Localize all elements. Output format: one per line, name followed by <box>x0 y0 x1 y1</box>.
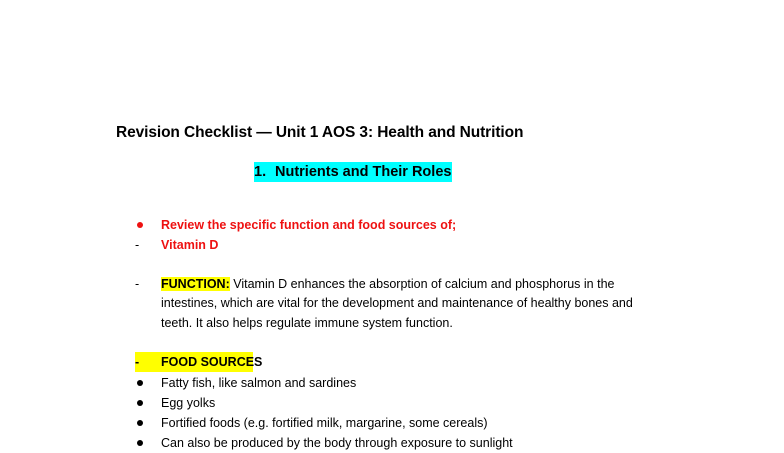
section-number: 1. <box>254 164 267 180</box>
bullet-icon <box>137 400 143 406</box>
vitamin-label: Vitamin D <box>161 238 219 252</box>
review-item-text: Review the specific function and food sources of; <box>161 218 457 232</box>
function-list-item <box>0 274 784 294</box>
food-source-item <box>0 433 784 453</box>
dash-marker: - <box>135 238 140 252</box>
document-title: Revision Checklist — Unit 1 AOS 3: Health and Nutrition <box>116 124 524 141</box>
bullet-icon <box>137 222 143 228</box>
review-list-item <box>0 215 784 235</box>
function-line-1 <box>161 274 614 294</box>
food-sources-label: FOOD SOURCES <box>161 355 263 369</box>
bullet-icon <box>137 420 143 426</box>
function-text-1: Vitamin D enhances the absorption of calcium and phosphorus in the <box>229 277 615 291</box>
food-source-item <box>0 373 784 393</box>
dash-marker: - <box>135 355 140 369</box>
food-source-text: Fortified foods (e.g. fortified milk, margarine, some cereals) <box>161 416 488 430</box>
food-source-text: Egg yolks <box>161 396 216 410</box>
food-source-item <box>0 393 784 413</box>
food-source-text: Can also be produced by the body through exposure to sunlight <box>161 436 513 450</box>
function-line-3: teeth. It also helps regulate immune system function. <box>161 316 453 330</box>
dash-marker: - <box>135 277 140 291</box>
food-sources-heading <box>0 352 784 372</box>
food-source-item <box>0 413 784 433</box>
function-label: FUNCTION: <box>161 277 230 291</box>
function-line-2: intestines, which are vital for the development and maintenance of healthy bones and <box>161 296 633 310</box>
bullet-icon <box>137 380 143 386</box>
food-source-text: Fatty fish, like salmon and sardines <box>161 376 357 390</box>
vitamin-list-item <box>0 235 784 255</box>
section-heading <box>254 162 452 182</box>
section-heading-text: Nutrients and Their Roles <box>275 164 452 180</box>
